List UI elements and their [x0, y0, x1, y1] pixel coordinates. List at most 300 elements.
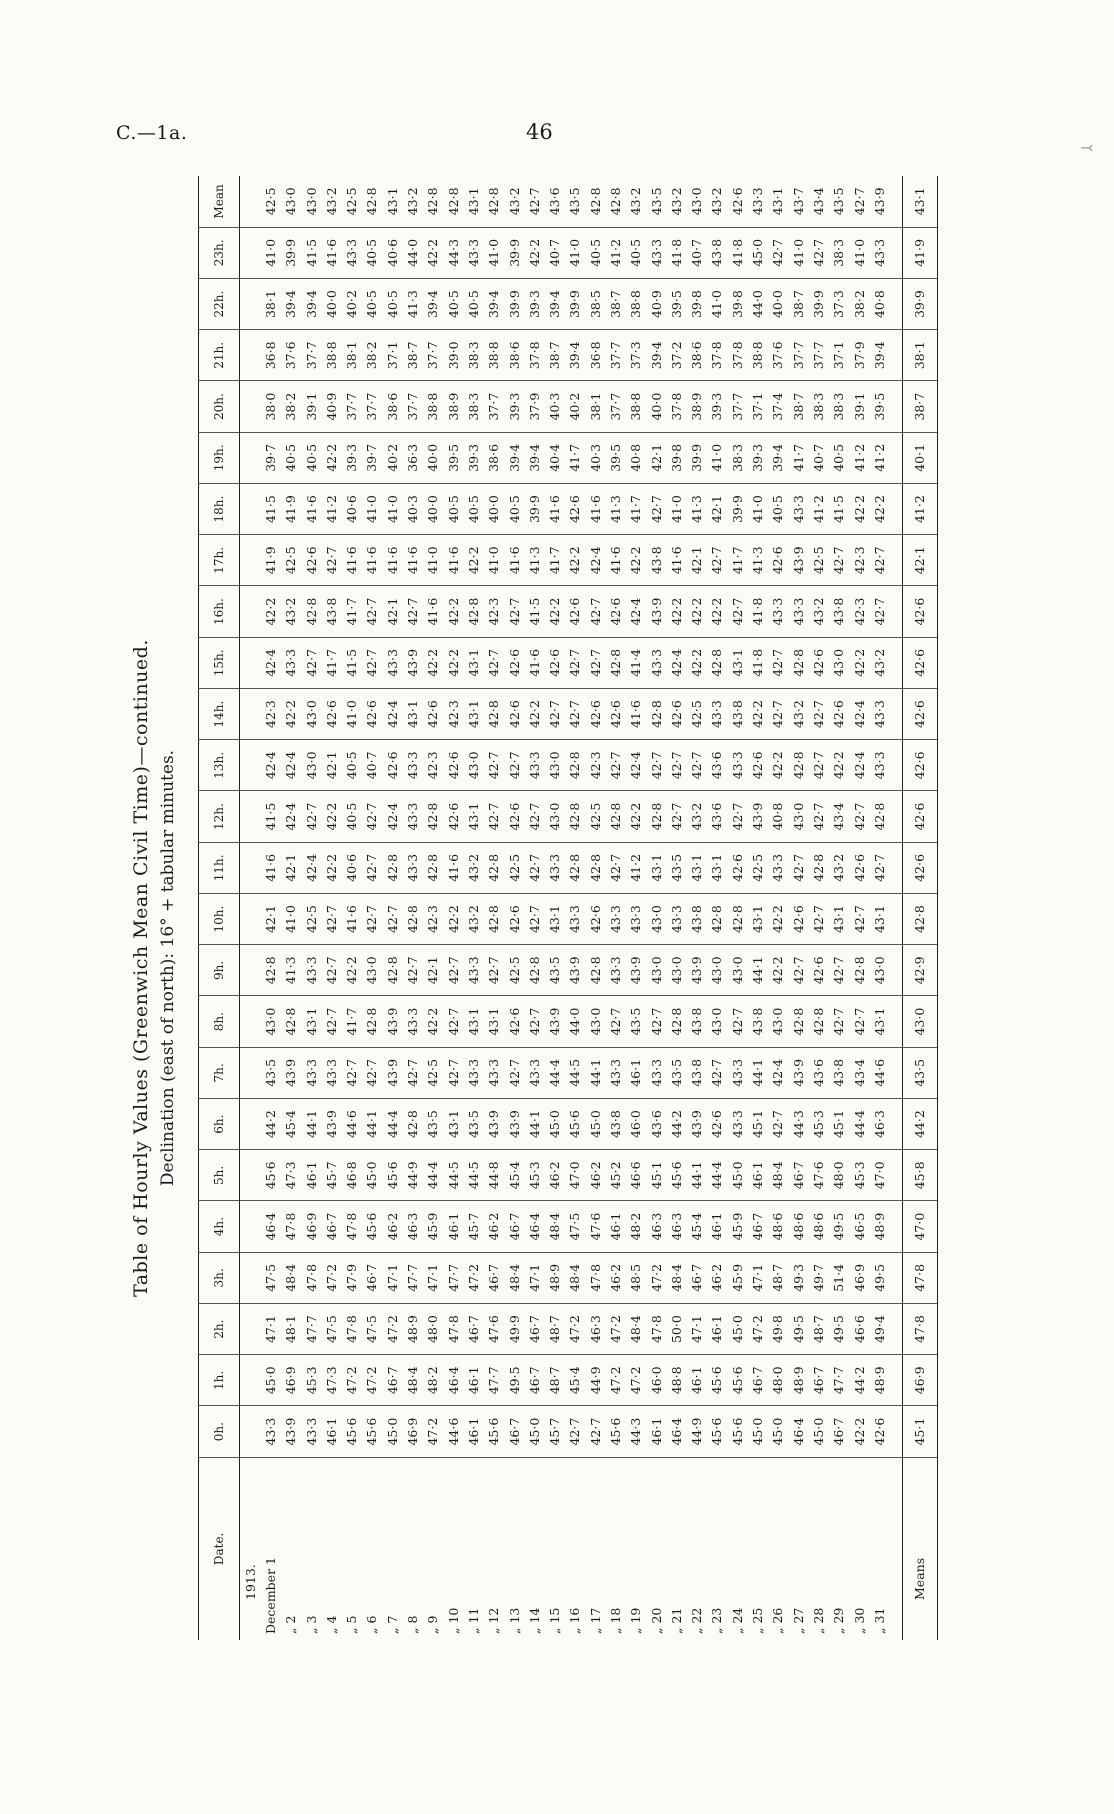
value-cell: 39·3: [707, 381, 727, 432]
value-cell: 37·7: [423, 330, 443, 381]
value-cell: 41·9: [281, 484, 301, 535]
value-cell: 40·8: [768, 791, 788, 842]
value-cell: 40·9: [646, 279, 666, 330]
value-cell: 42·7: [869, 586, 889, 637]
column-header-18: 18h.: [199, 484, 240, 535]
mean-cell: 42·6: [902, 586, 937, 637]
value-cell: 39·4: [484, 279, 504, 330]
value-cell: 46·7: [524, 1304, 544, 1355]
value-cell: 42·8: [585, 945, 605, 996]
value-cell: 37·7: [605, 330, 625, 381]
value-cell: 47·9: [341, 1252, 361, 1303]
value-cell: 41·6: [362, 535, 382, 586]
value-cell: 44·1: [362, 1099, 382, 1150]
value-cell: 47·2: [423, 1406, 443, 1457]
value-cell: 39·9: [808, 279, 828, 330]
value-cell: 41·6: [443, 535, 463, 586]
value-cell: 42·2: [423, 996, 443, 1047]
value-cell: 45·3: [301, 1355, 321, 1406]
value-cell: 43·3: [402, 791, 422, 842]
value-cell: 47·1: [260, 1304, 280, 1355]
value-cell: 47·0: [869, 1150, 889, 1201]
value-cell: 37·7: [808, 330, 828, 381]
value-cell: 45·0: [362, 1150, 382, 1201]
value-cell: 45·0: [544, 1099, 564, 1150]
value-cell: 47·2: [605, 1304, 625, 1355]
value-cell: 42·6: [605, 689, 625, 740]
value-cell: 48·7: [768, 1252, 788, 1303]
value-cell: 42·7: [585, 586, 605, 637]
column-header-15: 15h.: [199, 637, 240, 688]
value-cell: 42·6: [504, 689, 524, 740]
mean-cell: 38·1: [902, 330, 937, 381]
value-cell: 37·1: [382, 330, 402, 381]
table-row: [687, 176, 707, 1640]
date-cell: „ 26: [768, 1457, 788, 1640]
value-cell: 49·5: [829, 1304, 849, 1355]
mean-cell: 45·1: [902, 1406, 937, 1457]
value-cell: 42·2: [443, 637, 463, 688]
value-cell: 39·8: [727, 279, 747, 330]
value-cell: 43·2: [323, 187, 339, 216]
value-cell: 42·8: [382, 842, 402, 893]
value-cell: 48·5: [626, 1252, 646, 1303]
value-cell: 42·7: [605, 996, 625, 1047]
column-header-8: 8h.: [199, 996, 240, 1047]
mean-cell: 43·0: [902, 996, 937, 1047]
value-cell: 42·6: [504, 996, 524, 1047]
value-cell: 42·8: [524, 945, 544, 996]
value-cell: 43·1: [646, 842, 666, 893]
value-cell: 47·6: [585, 1201, 605, 1252]
value-cell: 41·5: [260, 484, 280, 535]
mean-cell: 47·8: [902, 1252, 937, 1303]
value-cell: 43·2: [829, 842, 849, 893]
mean-cell: 41·9: [902, 227, 937, 278]
value-cell: 39·9: [687, 432, 707, 483]
value-cell: 47·1: [687, 1304, 707, 1355]
date-cell: „ 20: [646, 1457, 666, 1640]
value-cell: 45·4: [504, 1150, 524, 1201]
value-cell: 46·0: [646, 1355, 666, 1406]
value-cell: 40·6: [341, 484, 361, 535]
value-cell: 46·3: [869, 1099, 889, 1150]
value-cell: 43·9: [544, 996, 564, 1047]
value-cell: 43·3: [750, 187, 766, 216]
value-cell: 43·0: [869, 945, 889, 996]
value-cell: 40·7: [808, 432, 828, 483]
value-cell: 43·9: [281, 1406, 301, 1457]
date-cell: „ 7: [382, 1457, 402, 1640]
value-cell: 45·3: [808, 1099, 828, 1150]
table-row: [626, 176, 646, 1640]
table-row: [443, 176, 463, 1640]
mean-cell: 42·9: [902, 945, 937, 996]
value-cell: 48·7: [544, 1304, 564, 1355]
table-row: [768, 176, 788, 1640]
value-cell: 43·8: [829, 1047, 849, 1098]
value-cell: 42·2: [768, 740, 788, 791]
value-cell: 42·8: [565, 791, 585, 842]
value-cell: 43·0: [707, 996, 727, 1047]
table-row: [727, 176, 747, 1640]
value-cell: 43·3: [788, 484, 808, 535]
value-cell: 43·0: [544, 791, 564, 842]
value-cell: 48·9: [402, 1304, 422, 1355]
value-cell: 42·7: [362, 842, 382, 893]
value-cell: 42·8: [402, 894, 422, 945]
value-cell: 42·8: [423, 791, 443, 842]
value-cell: 42·2: [321, 842, 341, 893]
value-cell: 43·9: [747, 791, 767, 842]
value-cell: 47·7: [484, 1355, 504, 1406]
value-cell: 43·2: [506, 187, 522, 216]
value-cell: 43·3: [281, 637, 301, 688]
value-cell: 42·3: [443, 689, 463, 740]
value-cell: 48·6: [788, 1201, 808, 1252]
value-cell: 43·3: [463, 227, 483, 278]
value-cell: 41·0: [423, 535, 443, 586]
value-cell: 43·3: [666, 894, 686, 945]
value-cell: 46·1: [605, 1201, 625, 1252]
value-cell: 38·3: [463, 381, 483, 432]
date-cell: „ 17: [585, 1457, 605, 1640]
value-cell: 44·3: [443, 227, 463, 278]
column-header-17: 17h.: [199, 535, 240, 586]
value-cell: 42·7: [321, 894, 341, 945]
value-cell: 43·3: [626, 894, 646, 945]
value-cell: 42·2: [849, 484, 869, 535]
value-cell: 43·1: [463, 637, 483, 688]
value-cell: 42·4: [768, 1047, 788, 1098]
value-cell: 42·3: [423, 894, 443, 945]
value-cell: 47·1: [423, 1252, 443, 1303]
value-cell: 42·8: [605, 791, 625, 842]
value-cell: 43·1: [465, 187, 481, 216]
value-cell: 45·6: [605, 1406, 625, 1457]
value-cell: 42·7: [849, 791, 869, 842]
value-cell: 41·3: [747, 535, 767, 586]
value-cell: 48·7: [808, 1304, 828, 1355]
value-cell: 47·8: [341, 1201, 361, 1252]
value-cell: 42·7: [585, 1406, 605, 1457]
value-cell: 43·3: [605, 1047, 625, 1098]
table-row: [402, 176, 422, 1640]
value-cell: 43·8: [646, 535, 666, 586]
value-cell: 37·9: [524, 381, 544, 432]
value-cell: 39·1: [301, 381, 321, 432]
value-cell: 45·0: [768, 1406, 788, 1457]
value-cell: 43·0: [260, 996, 280, 1047]
value-cell: 43·3: [565, 894, 585, 945]
value-cell: 39·3: [504, 381, 524, 432]
value-cell: 41·2: [321, 484, 341, 535]
value-cell: 45·0: [382, 1406, 402, 1457]
value-cell: 48·1: [281, 1304, 301, 1355]
value-cell: 42·3: [260, 689, 280, 740]
page-number: 46: [526, 120, 553, 144]
value-cell: 44·0: [402, 227, 422, 278]
value-cell: 43·9: [687, 1099, 707, 1150]
value-cell: 42·7: [565, 637, 585, 688]
value-cell: 45·9: [727, 1201, 747, 1252]
value-cell: 42·7: [443, 945, 463, 996]
value-cell: 48·4: [626, 1304, 646, 1355]
value-cell: 43·3: [544, 842, 564, 893]
value-cell: 40·8: [626, 432, 646, 483]
date-cell: „ 12: [484, 1457, 504, 1640]
value-cell: 39·3: [463, 432, 483, 483]
value-cell: 41·5: [260, 791, 280, 842]
value-cell: 42·4: [260, 740, 280, 791]
value-cell: 40·2: [565, 381, 585, 432]
value-cell: 40·5: [585, 227, 605, 278]
value-cell: 45·9: [423, 1201, 443, 1252]
value-cell: 41·6: [341, 535, 361, 586]
value-cell: 43·3: [727, 1047, 747, 1098]
value-cell: 41·6: [626, 689, 646, 740]
value-cell: 43·6: [808, 1047, 828, 1098]
value-cell: 46·9: [402, 1406, 422, 1457]
value-cell: 49·9: [504, 1304, 524, 1355]
value-cell: 39·5: [605, 432, 625, 483]
value-cell: 42·7: [849, 996, 869, 1047]
value-cell: 42·2: [544, 586, 564, 637]
value-cell: 42·7: [605, 740, 625, 791]
value-cell: 46·6: [626, 1150, 646, 1201]
value-cell: 41·6: [260, 842, 280, 893]
value-cell: 43·3: [402, 740, 422, 791]
date-cell: „ 14: [524, 1457, 544, 1640]
value-cell: 43·3: [605, 945, 625, 996]
value-cell: 41·5: [524, 586, 544, 637]
margin-mark: ⤙: [1080, 138, 1094, 157]
mean-cell: 45·8: [902, 1150, 937, 1201]
value-cell: 40·5: [281, 432, 301, 483]
value-cell: 43·1: [484, 996, 504, 1047]
value-cell: 42·5: [585, 791, 605, 842]
value-cell: 43·0: [301, 689, 321, 740]
value-cell: 42·7: [808, 740, 828, 791]
value-cell: 42·7: [504, 586, 524, 637]
value-cell: 43·3: [869, 740, 889, 791]
value-cell: 45·6: [362, 1201, 382, 1252]
value-cell: 43·2: [405, 187, 421, 216]
value-cell: 47·5: [565, 1201, 585, 1252]
value-cell: 37·4: [768, 381, 788, 432]
value-cell: 37·1: [747, 381, 767, 432]
value-cell: 46·1: [687, 1355, 707, 1406]
value-cell: 42·7: [504, 740, 524, 791]
value-cell: 39·4: [646, 330, 666, 381]
value-cell: 45·7: [544, 1406, 564, 1457]
value-cell: 43·5: [463, 1099, 483, 1150]
value-cell: 42·7: [768, 637, 788, 688]
value-cell: 40·5: [626, 227, 646, 278]
value-cell: 42·8: [666, 996, 686, 1047]
value-cell: 45·4: [565, 1355, 585, 1406]
table-row: [788, 176, 808, 1640]
date-cell: „ 10: [443, 1457, 463, 1640]
value-cell: 41·9: [260, 535, 280, 586]
value-cell: 43·9: [281, 1047, 301, 1098]
value-cell: 41·2: [849, 432, 869, 483]
value-cell: 41·5: [301, 227, 321, 278]
value-cell: 39·4: [281, 279, 301, 330]
value-cell: 38·3: [463, 330, 483, 381]
value-cell: 42·7: [788, 842, 808, 893]
value-cell: 46·1: [707, 1201, 727, 1252]
value-cell: 38·6: [382, 381, 402, 432]
value-cell: 38·9: [687, 381, 707, 432]
value-cell: 41·2: [605, 227, 625, 278]
column-header-6: 6h.: [199, 1099, 240, 1150]
value-cell: 44·0: [565, 996, 585, 1047]
value-cell: 38·3: [829, 381, 849, 432]
value-cell: 41·7: [341, 996, 361, 1047]
value-cell: 42·7: [727, 586, 747, 637]
value-cell: 42·7: [362, 791, 382, 842]
value-cell: 38·7: [402, 330, 422, 381]
value-cell: 42·2: [626, 791, 646, 842]
value-cell: 46·1: [443, 1201, 463, 1252]
column-header-22: 22h.: [199, 279, 240, 330]
value-cell: 43·6: [547, 187, 563, 216]
value-cell: 38·3: [808, 381, 828, 432]
value-cell: 46·1: [707, 1304, 727, 1355]
value-cell: 42·2: [321, 432, 341, 483]
value-cell: 43·2: [687, 791, 707, 842]
value-cell: 48·9: [788, 1355, 808, 1406]
value-cell: 43·9: [687, 945, 707, 996]
value-cell: 46·2: [544, 1150, 564, 1201]
value-cell: 43·2: [463, 894, 483, 945]
value-cell: 46·1: [463, 1355, 483, 1406]
column-header-1: 1h.: [199, 1355, 240, 1406]
value-cell: 42·7: [301, 791, 321, 842]
value-cell: 37·7: [484, 381, 504, 432]
value-cell: 43·2: [788, 689, 808, 740]
value-cell: 39·8: [666, 432, 686, 483]
value-cell: 47·7: [301, 1304, 321, 1355]
value-cell: 36·8: [260, 330, 280, 381]
value-cell: 44·1: [747, 945, 767, 996]
value-cell: 42·6: [808, 945, 828, 996]
column-header-14: 14h.: [199, 689, 240, 740]
value-cell: 48·7: [544, 1355, 564, 1406]
value-cell: 42·7: [443, 1047, 463, 1098]
value-cell: 42·2: [869, 484, 889, 535]
value-cell: 42·7: [362, 1047, 382, 1098]
value-cell: 42·8: [587, 187, 603, 216]
value-cell: 43·1: [402, 689, 422, 740]
value-cell: 38·7: [788, 279, 808, 330]
value-cell: 42·8: [565, 740, 585, 791]
value-cell: 43·1: [869, 894, 889, 945]
value-cell: 42·8: [869, 791, 889, 842]
value-cell: 43·3: [402, 996, 422, 1047]
value-cell: 41·7: [727, 535, 747, 586]
value-cell: 42·7: [869, 535, 889, 586]
value-cell: 44·9: [687, 1406, 707, 1457]
value-cell: 41·0: [484, 535, 504, 586]
value-cell: 42·7: [321, 945, 341, 996]
value-cell: 41·0: [565, 227, 585, 278]
table-row: [281, 176, 301, 1640]
value-cell: 46·7: [808, 1355, 828, 1406]
value-cell: 45·0: [747, 1406, 767, 1457]
value-cell: 42·2: [687, 586, 707, 637]
value-cell: 39·3: [524, 279, 544, 330]
value-cell: 39·5: [443, 432, 463, 483]
value-cell: 46·2: [605, 1252, 625, 1303]
mean-cell: 43·5: [902, 1047, 937, 1098]
table-row: [524, 176, 544, 1640]
value-cell: 43·3: [768, 842, 788, 893]
value-cell: 42·2: [423, 637, 443, 688]
value-cell: 43·9: [321, 1099, 341, 1150]
value-cell: 45·1: [829, 1099, 849, 1150]
value-cell: 38·2: [849, 279, 869, 330]
value-cell: 42·6: [544, 637, 564, 688]
value-cell: 46·4: [260, 1201, 280, 1252]
value-cell: 46·7: [504, 1406, 524, 1457]
value-cell: 44·0: [747, 279, 767, 330]
value-cell: 47·2: [565, 1304, 585, 1355]
value-cell: 43·3: [768, 586, 788, 637]
date-cell: „ 25: [747, 1457, 767, 1640]
value-cell: 43·5: [666, 1047, 686, 1098]
value-cell: 39·1: [849, 381, 869, 432]
table-row: [707, 176, 727, 1640]
value-cell: 42·6: [443, 791, 463, 842]
value-cell: 41·6: [423, 586, 443, 637]
value-cell: 42·7: [646, 740, 666, 791]
value-cell: 40·0: [423, 432, 443, 483]
value-cell: 46·4: [524, 1201, 544, 1252]
value-cell: 40·5: [301, 432, 321, 483]
value-cell: 45·6: [484, 1406, 504, 1457]
value-cell: 46·3: [666, 1201, 686, 1252]
value-cell: 42·4: [849, 740, 869, 791]
value-cell: 39·4: [423, 279, 443, 330]
value-cell: 38·3: [829, 227, 849, 278]
value-cell: 43·2: [628, 187, 644, 216]
value-cell: 42·1: [707, 484, 727, 535]
value-cell: 40·5: [362, 279, 382, 330]
value-cell: 42·2: [423, 227, 443, 278]
value-cell: 40·0: [646, 381, 666, 432]
table-row: [260, 176, 280, 1640]
value-cell: 41·0: [362, 484, 382, 535]
value-cell: 47·1: [524, 1252, 544, 1303]
value-cell: 47·7: [443, 1252, 463, 1303]
value-cell: 48·9: [869, 1201, 889, 1252]
value-cell: 42·2: [443, 586, 463, 637]
value-cell: 43·1: [463, 791, 483, 842]
value-cell: 47·5: [260, 1252, 280, 1303]
value-cell: 46·2: [484, 1201, 504, 1252]
value-cell: 42·4: [382, 791, 402, 842]
value-cell: 40·5: [362, 227, 382, 278]
value-cell: 43·8: [747, 996, 767, 1047]
value-cell: 41·3: [687, 484, 707, 535]
value-cell: 44·6: [869, 1047, 889, 1098]
value-cell: 42·6: [565, 484, 585, 535]
date-cell: „ 24: [727, 1457, 747, 1640]
value-cell: 42·4: [260, 637, 280, 688]
value-cell: 47·7: [402, 1252, 422, 1303]
